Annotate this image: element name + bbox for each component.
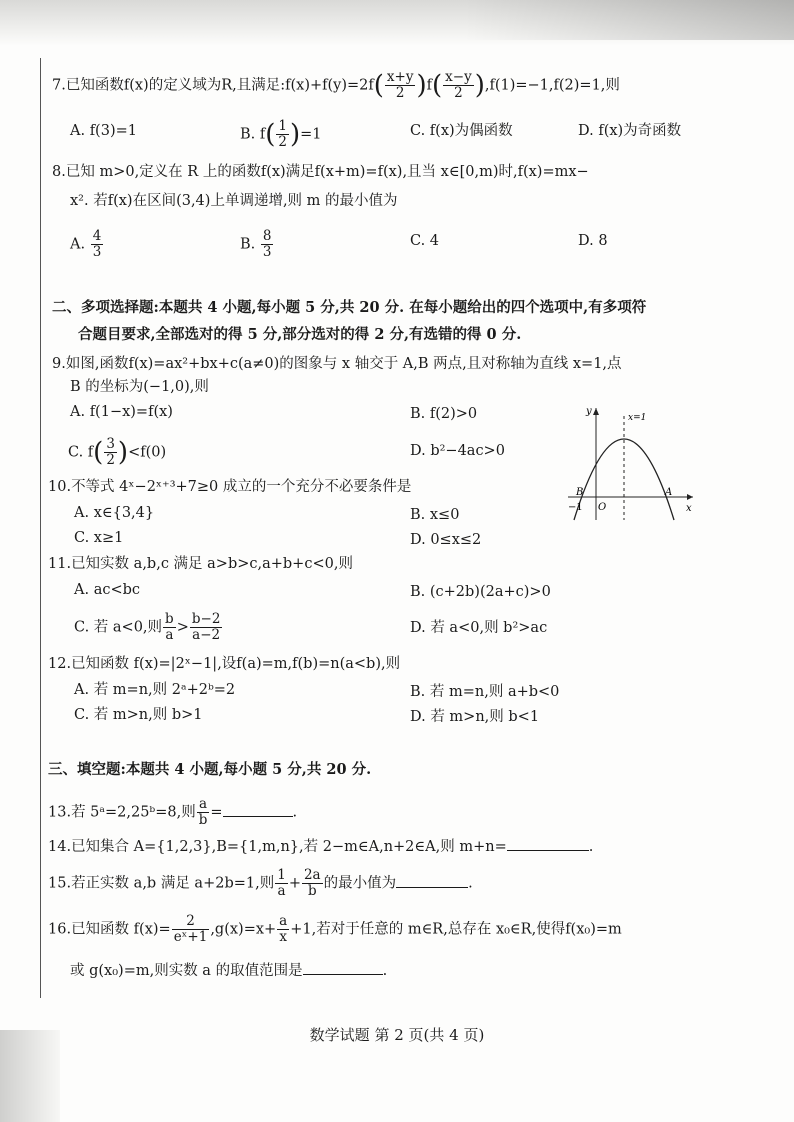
q16-stem-line2: 或 g(x₀)=m,则实数 a 的取值范围是 . (70, 960, 387, 981)
q16-stem-line1: 16.已知函数 f(x)= $\frac{2}{\text{eˣ+1}}$ ,g(x)=x+ $\frac{a}{x}$ +1,若对于任意的 m∈R,总存在 x₀∈R,使得f(x₀)=m (48, 913, 622, 945)
q11-stem: 11.已知实数 a,b,c 满足 a>b>c,a+b+c<0,则 (48, 556, 353, 572)
q8-stem-line1: 8.已知 m>0,定义在 R 上的函数f(x)满足f(x+m)=f(x),且当 x∈[0,m)时,f(x)=mx− (52, 164, 589, 180)
q8-option-a: A. $\frac{4}{3}$ (70, 228, 102, 260)
q10-stem: 10.不等式 4ˣ−2ˣ⁺³+7≥0 成立的一个充分不必要条件是 (48, 479, 412, 495)
x-axis-label: x (686, 503, 692, 514)
q11-option-b: B. (c+2b)(2a+c)>0 (410, 584, 551, 600)
q10-option-d: D. 0≤x≤2 (410, 532, 482, 548)
q8-option-d: D. 8 (578, 233, 608, 249)
q10-option-c: C. x≥1 (74, 530, 124, 546)
q12-option-a: A. 若 m=n,则 2ᵃ+2ᵇ=2 (74, 682, 236, 698)
q11-option-d: D. 若 a<0,则 b²>ac (410, 620, 548, 636)
q14-answer-blank[interactable] (507, 836, 589, 851)
symmetry-line-label: x=1 (628, 413, 647, 423)
q7-option-b: B. f( $\frac{1}{2}$ )=1 (240, 118, 322, 150)
q14-stem: 14.已知集合 A={1,2,3},B={1,m,n},若 2−m∈A,n+2∈A,则 m+n= . (48, 836, 593, 857)
page-footer: 数学试题 第 2 页(共 4 页) (309, 1026, 485, 1044)
q7-number: 7. (52, 77, 66, 94)
q7-stem-pre: 已知函数f(x)的定义域为R,且满足:f(x)+f(y)=2f (65, 77, 374, 94)
origin-label: O (598, 502, 607, 513)
q7-option-a: A. f(3)=1 (70, 123, 137, 139)
q13-answer-blank[interactable] (223, 802, 293, 817)
parabola-figure (558, 398, 698, 523)
q9-stem-line1: 9.如图,函数f(x)=ax²+bx+c(a≠0)的图象与 x 轴交于 A,B 两点,且对称轴为直线 x=1,点 (52, 356, 622, 372)
q15-stem: 15.若正实数 a,b 满足 a+2b=1,则 $\frac{1}{a}$ + $\frac{2a}{b}$ 的最小值为 . (48, 867, 473, 899)
q10-option-a: A. x∈{3,4} (74, 505, 155, 521)
q7-option-d: D. f(x)为奇函数 (578, 123, 682, 139)
q12-stem: 12.已知函数 f(x)=|2ˣ−1|,设f(a)=m,f(b)=n(a<b),则 (48, 656, 401, 672)
q7-stem: 7.已知函数f(x)的定义域为R,且满足:f(x)+f(y)=2f( $\frac{x+y}{2}$ )f( $\frac{x-y}{2}$ ),f(1)=−1,f(2)=1,则 (52, 69, 620, 101)
q13-stem: 13.若 5ᵃ=2,25ᵇ=8,则 $\frac{a}{b}$ = . (48, 796, 298, 828)
section2-heading-line2: 合题目要求,全部选对的得 5 分,部分选对的得 2 分,有选错的得 0 分. (78, 326, 522, 343)
q9-option-b: B. f(2)>0 (410, 406, 478, 422)
q7-stem-post: ,f(1)=−1,f(2)=1,则 (484, 77, 620, 94)
scan-top-dark (464, 0, 794, 40)
point-a-label: A (665, 487, 673, 498)
q7-option-c: C. f(x)为偶函数 (410, 123, 513, 139)
q11-option-c: C. 若 a<0,则 $\frac{b}{a}$ > $\frac{b-2}{a-2}$ (74, 611, 221, 643)
q16-answer-blank[interactable] (303, 960, 383, 975)
q9-option-c: C. f( $\frac{3}{2}$ )<f(0) (68, 436, 167, 468)
q8-option-b: B. $\frac{8}{3}$ (240, 228, 272, 260)
q12-option-c: C. 若 m>n,则 b>1 (74, 707, 203, 723)
q8-stem-line2: x². 若f(x)在区间(3,4)上单调递增,则 m 的最小值为 (70, 193, 398, 209)
y-axis-label: y (586, 406, 592, 417)
minus-one-label: −1 (568, 502, 583, 513)
left-margin-rule (40, 58, 41, 998)
q9-option-a: A. f(1−x)=f(x) (70, 404, 173, 420)
q7-frac2: $\frac{x-y}{2}$ (445, 69, 472, 101)
q8-option-c: C. 4 (410, 233, 440, 249)
section2-heading-line1: 二、多项选择题:本题共 4 小题,每小题 5 分,共 20 分. 在每小题给出的四个选项中,有多项符 (52, 299, 647, 316)
q12-option-d: D. 若 m>n,则 b<1 (410, 709, 540, 725)
q11-option-a: A. ac<bc (74, 582, 141, 598)
point-b-label: B (576, 487, 584, 498)
q7-frac1: $\frac{x+y}{2}$ (386, 69, 414, 101)
q10-option-b: B. x≤0 (410, 507, 460, 523)
q9-option-d: D. b²−4ac>0 (410, 443, 505, 459)
section3-heading: 三、填空题:本题共 4 小题,每小题 5 分,共 20 分. (48, 761, 372, 778)
q9-stem-line2: B 的坐标为(−1,0),则 (70, 379, 209, 395)
q12-option-b: B. 若 m=n,则 a+b<0 (410, 684, 560, 700)
q15-answer-blank[interactable] (396, 873, 468, 888)
